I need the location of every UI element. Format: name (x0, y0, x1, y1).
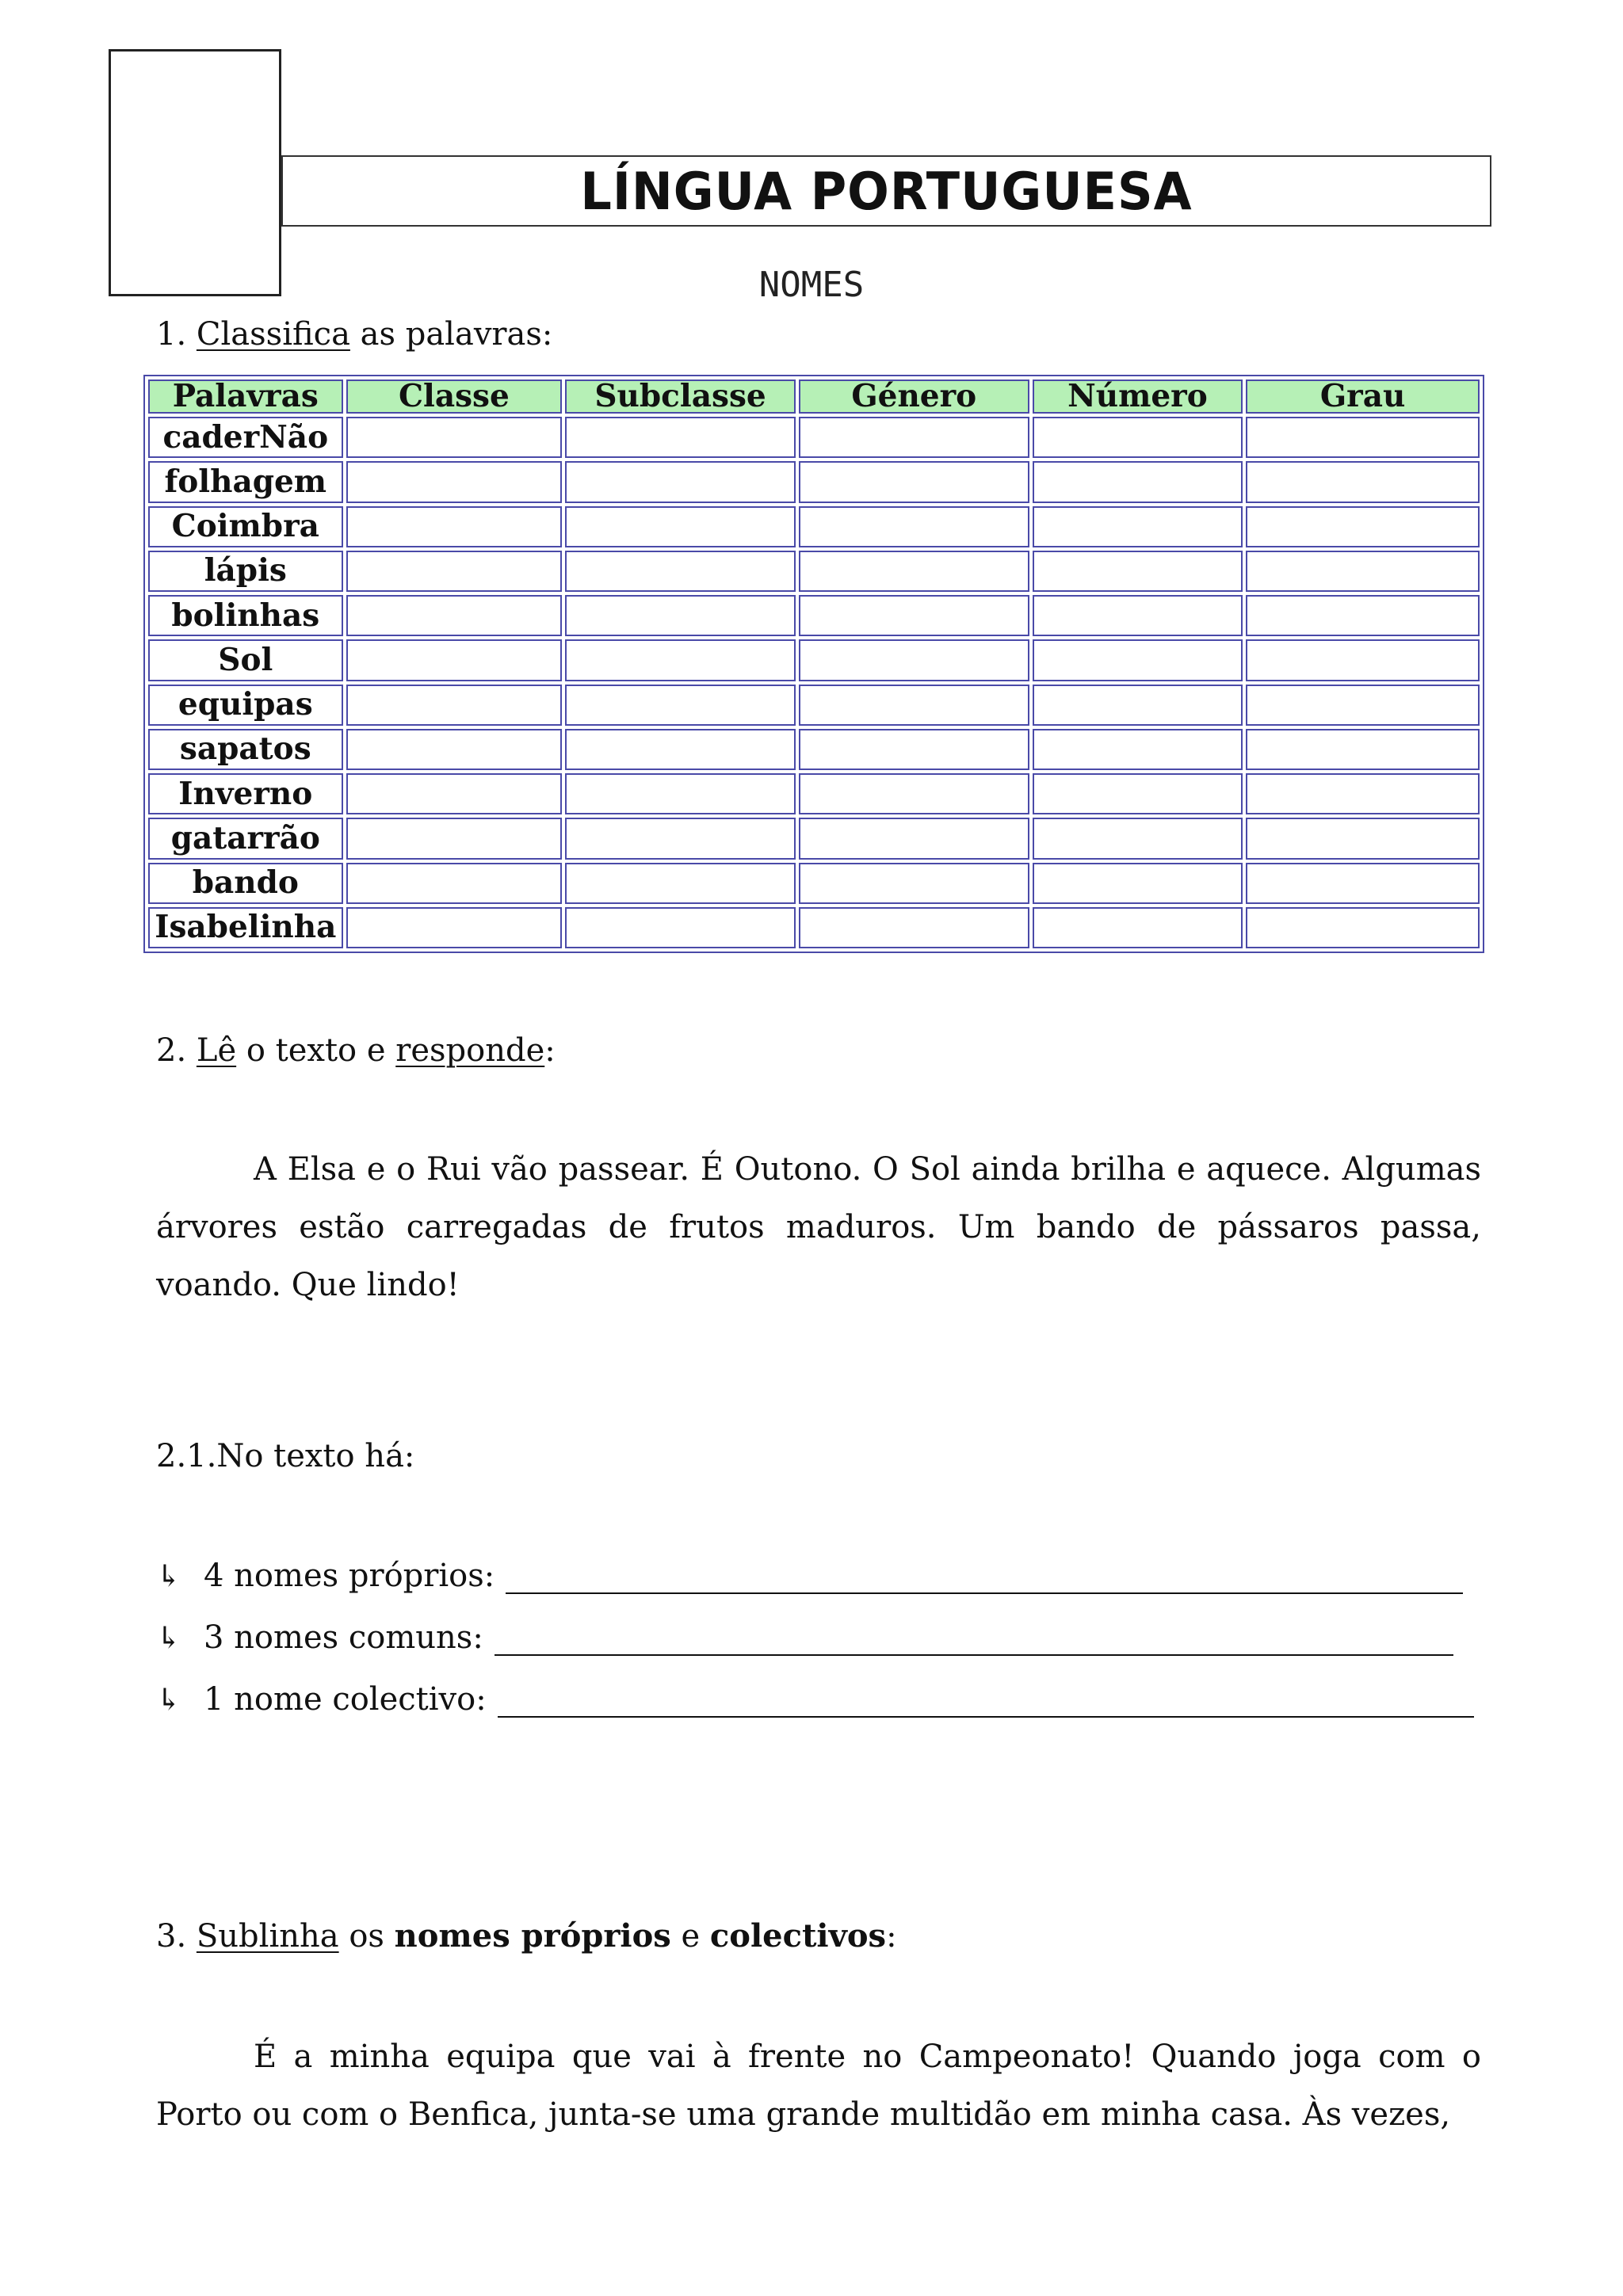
answer-cell[interactable] (799, 907, 1029, 948)
answer-cell[interactable] (1246, 818, 1480, 859)
header-numero: Número (1033, 379, 1243, 414)
answer-cell[interactable] (1033, 907, 1243, 948)
exercise-2-end: : (544, 1032, 556, 1069)
answer-cell[interactable] (799, 639, 1029, 681)
answer-cell[interactable] (1246, 773, 1480, 814)
exercise-3-instruction (156, 1916, 897, 1957)
header-classe: Classe (346, 379, 563, 414)
word-cell: Sol (148, 639, 343, 681)
exercise-1-number: 1. (156, 316, 187, 353)
answer-cell[interactable] (799, 729, 1029, 770)
answer-cell[interactable] (1033, 551, 1243, 592)
answer-label: 3 nomes comuns: (204, 1619, 483, 1656)
table-row (148, 417, 1480, 458)
answer-cell[interactable] (565, 685, 796, 726)
answer-cell[interactable] (565, 417, 796, 458)
answer-cell[interactable] (346, 595, 563, 636)
answer-line-common-nouns (156, 1619, 1453, 1656)
answer-cell[interactable] (346, 461, 563, 502)
logo-placeholder-box (109, 49, 281, 296)
table-row (148, 461, 1480, 502)
answer-cell[interactable] (565, 506, 796, 547)
word-cell: Isabelinha (148, 907, 343, 948)
arrow-bullet-icon: ↳ (156, 1558, 181, 1593)
answer-cell[interactable] (799, 506, 1029, 547)
header-grau: Grau (1246, 379, 1480, 414)
answer-cell[interactable] (346, 729, 563, 770)
answer-cell[interactable] (1246, 639, 1480, 681)
table-row (148, 506, 1480, 547)
answer-cell[interactable] (1246, 907, 1480, 948)
exercise-2-verb-read: Lê (196, 1032, 237, 1069)
word-cell: bando (148, 863, 343, 904)
answer-blank[interactable] (495, 1626, 1453, 1656)
answer-cell[interactable] (799, 551, 1029, 592)
answer-cell[interactable] (565, 907, 796, 948)
answer-cell[interactable] (799, 685, 1029, 726)
answer-cell[interactable] (799, 595, 1029, 636)
answer-cell[interactable] (565, 773, 796, 814)
word-cell: sapatos (148, 729, 343, 770)
table-row (148, 639, 1480, 681)
word-cell: bolinhas (148, 595, 343, 636)
answer-label: 1 nome colectivo: (204, 1681, 487, 1718)
answer-cell[interactable] (1246, 506, 1480, 547)
answer-cell[interactable] (799, 863, 1029, 904)
page-subtitle: NOMES (758, 265, 865, 305)
answer-line-collective-noun (156, 1681, 1474, 1718)
answer-cell[interactable] (1033, 773, 1243, 814)
answer-cell[interactable] (346, 773, 563, 814)
exercise-3-number: 3. (156, 1918, 187, 1955)
table-row (148, 551, 1480, 592)
answer-cell[interactable] (346, 907, 563, 948)
answer-cell[interactable] (1033, 417, 1243, 458)
exercise-3-bold-collective: colectivos (709, 1917, 887, 1955)
answer-cell[interactable] (346, 417, 563, 458)
answer-label: 4 nomes próprios: (204, 1558, 495, 1594)
classification-table (143, 375, 1484, 953)
answer-cell[interactable] (565, 818, 796, 859)
answer-cell[interactable] (1033, 506, 1243, 547)
answer-cell[interactable] (346, 506, 563, 547)
header-genero: Género (799, 379, 1029, 414)
answer-line-proper-nouns (156, 1558, 1463, 1594)
exercise-2-text: A Elsa e o Rui vão passear. É Outono. O Sol ainda brilha e aquece. Algumas árvores estão carregadas de frutos maduros. Um bando de pássaros passa, voando. Que lindo! (156, 1151, 1481, 1303)
exercise-2-number: 2. (156, 1032, 187, 1069)
answer-cell[interactable] (1246, 863, 1480, 904)
answer-cell[interactable] (1246, 729, 1480, 770)
answer-cell[interactable] (346, 863, 563, 904)
word-cell: lápis (148, 551, 343, 592)
answer-cell[interactable] (1033, 461, 1243, 502)
answer-cell[interactable] (799, 461, 1029, 502)
exercise-3-text: É a minha equipa que vai à frente no Campeonato! Quando joga com o Porto ou com o Benfica, junta-se uma grande multidão em minha casa. Às vezes, (156, 2039, 1481, 2133)
word-cell: folhagem (148, 461, 343, 502)
answer-blank[interactable] (506, 1564, 1463, 1594)
exercise-2-mid: o texto e (236, 1032, 396, 1069)
answer-cell[interactable] (799, 773, 1029, 814)
table-row (148, 729, 1480, 770)
answer-cell[interactable] (1033, 639, 1243, 681)
answer-cell[interactable] (565, 729, 796, 770)
table-row (148, 773, 1480, 814)
exercise-3-mid1: os (338, 1918, 395, 1955)
answer-cell[interactable] (565, 461, 796, 502)
header-subclasse: Subclasse (565, 379, 796, 414)
exercise-1-rest: as palavras: (349, 316, 553, 353)
exercise-3-bold-proper: nomes próprios (394, 1917, 671, 1955)
answer-cell[interactable] (1246, 461, 1480, 502)
exercise-2-instruction (156, 1030, 556, 1071)
title-banner (281, 155, 1491, 227)
answer-cell[interactable] (799, 818, 1029, 859)
word-cell: equipas (148, 685, 343, 726)
word-cell: caderNão (148, 417, 343, 458)
answer-cell[interactable] (565, 551, 796, 592)
table-row (148, 685, 1480, 726)
answer-cell[interactable] (346, 685, 563, 726)
answer-cell[interactable] (346, 818, 563, 859)
word-cell: Coimbra (148, 506, 343, 547)
table-header-row (148, 379, 1480, 414)
answer-cell[interactable] (565, 639, 796, 681)
table-row (148, 595, 1480, 636)
arrow-bullet-icon: ↳ (156, 1620, 181, 1655)
answer-cell[interactable] (346, 551, 563, 592)
page-title: LÍNGUA PORTUGUESA (580, 160, 1193, 222)
answer-cell[interactable] (565, 863, 796, 904)
answer-blank[interactable] (498, 1688, 1474, 1718)
answer-cell[interactable] (1246, 551, 1480, 592)
exercise-3-mid2: e (670, 1918, 710, 1955)
answer-cell[interactable] (1033, 729, 1243, 770)
answer-cell[interactable] (346, 639, 563, 681)
answer-cell[interactable] (1246, 595, 1480, 636)
word-cell: Inverno (148, 773, 343, 814)
answer-cell[interactable] (1033, 595, 1243, 636)
table-row (148, 863, 1480, 904)
answer-cell[interactable] (565, 595, 796, 636)
answer-cell[interactable] (799, 417, 1029, 458)
exercise-3-end: : (886, 1918, 897, 1955)
answer-cell[interactable] (1033, 818, 1243, 859)
exercise-3-verb: Sublinha (196, 1918, 339, 1955)
answer-cell[interactable] (1246, 685, 1480, 726)
answer-cell[interactable] (1246, 417, 1480, 458)
exercise-2-1-question: 2.1.No texto há: (156, 1438, 415, 1474)
answer-cell[interactable] (1033, 685, 1243, 726)
arrow-bullet-icon: ↳ (156, 1682, 181, 1717)
exercise-2-verb-answer: responde (395, 1032, 545, 1069)
exercise-1-instruction (156, 314, 552, 355)
word-cell: gatarrão (148, 818, 343, 859)
header-palavras: Palavras (148, 379, 343, 414)
answer-cell[interactable] (1033, 863, 1243, 904)
table-row (148, 907, 1480, 948)
table-row (148, 818, 1480, 859)
exercise-1-verb: Classifica (196, 316, 350, 353)
